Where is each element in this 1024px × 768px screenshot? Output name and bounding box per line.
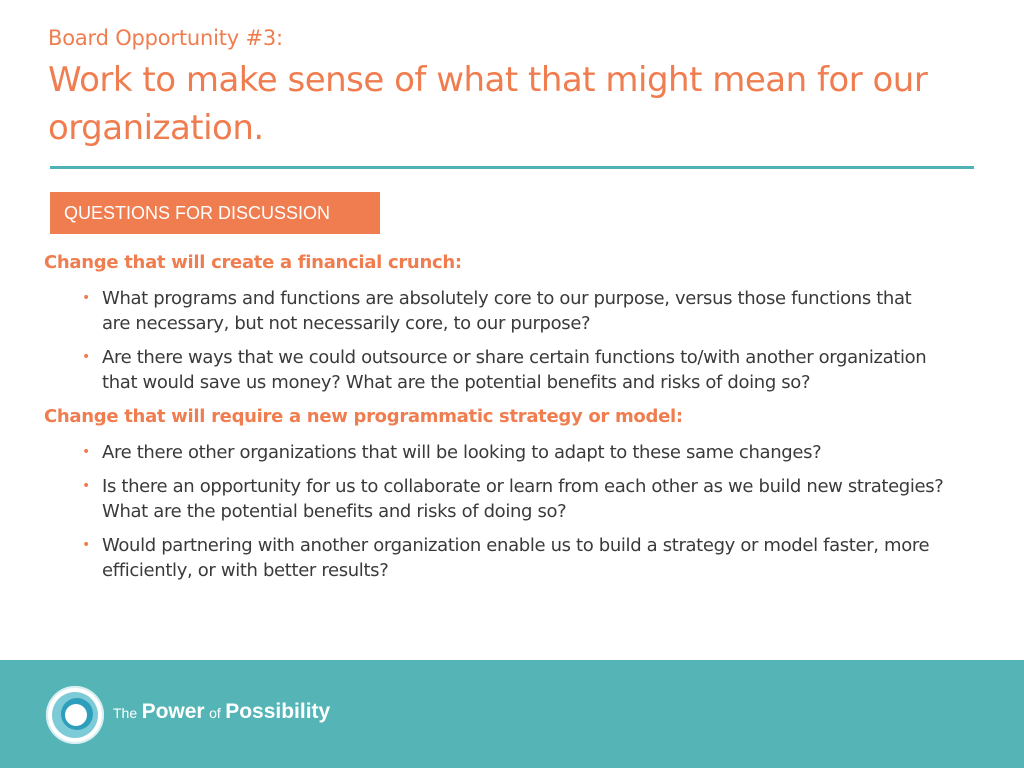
tagline: [113, 700, 330, 724]
list-item-text: Are there ways that we could outsource or share certain functions to/with another organization that would save us money? What are the potential benefits and risks of doing so?: [102, 347, 927, 393]
list-item: [44, 286, 944, 336]
footer-band: [0, 660, 1024, 768]
list-item: [44, 533, 944, 583]
ring-logo-icon: [44, 684, 106, 746]
section-heading: Change that will create a financial crunch:: [44, 252, 462, 273]
section-programmatic-strategy: [44, 404, 944, 583]
bullet-icon: •: [82, 478, 90, 494]
list-item-text: Would partnering with another organization enable us to build a strategy or model faster, more efficiently, or with better results?: [102, 535, 930, 581]
list-item-text: Are there other organizations that will be looking to adapt to these same changes?: [102, 442, 822, 463]
list-item: [44, 345, 944, 395]
questions-badge-label: QUESTIONS FOR DISCUSSION: [64, 202, 331, 223]
bullet-icon: •: [82, 290, 90, 306]
bullet-icon: •: [82, 444, 90, 460]
bullet-icon: •: [82, 349, 90, 365]
tagline-the: The: [113, 705, 138, 721]
bullet-list: [44, 286, 944, 395]
bullet-list: [44, 440, 944, 583]
slide-title: Work to make sense of what that might mean for our organization.: [48, 60, 928, 148]
slide-eyebrow: Board Opportunity #3:: [48, 26, 283, 50]
section-financial-crunch: [44, 250, 944, 395]
section-heading: Change that will require a new programmatic strategy or model:: [44, 406, 683, 427]
tagline-of: of: [209, 705, 221, 721]
tagline-power: Power: [141, 700, 205, 723]
list-item: [44, 440, 944, 465]
questions-badge: [50, 192, 380, 234]
list-item-text: Is there an opportunity for us to collaborate or learn from each other as we build new strategies? What are the potential benefits and risks of doing so?: [102, 476, 944, 522]
title-divider: [50, 166, 974, 169]
bullet-icon: •: [82, 537, 90, 553]
discussion-content: [44, 250, 944, 592]
list-item: [44, 474, 944, 524]
list-item-text: What programs and functions are absolutely core to our purpose, versus those functions that are necessary, but not necessarily core, to our purpose?: [102, 288, 912, 334]
tagline-possibility: Possibility: [225, 700, 331, 723]
